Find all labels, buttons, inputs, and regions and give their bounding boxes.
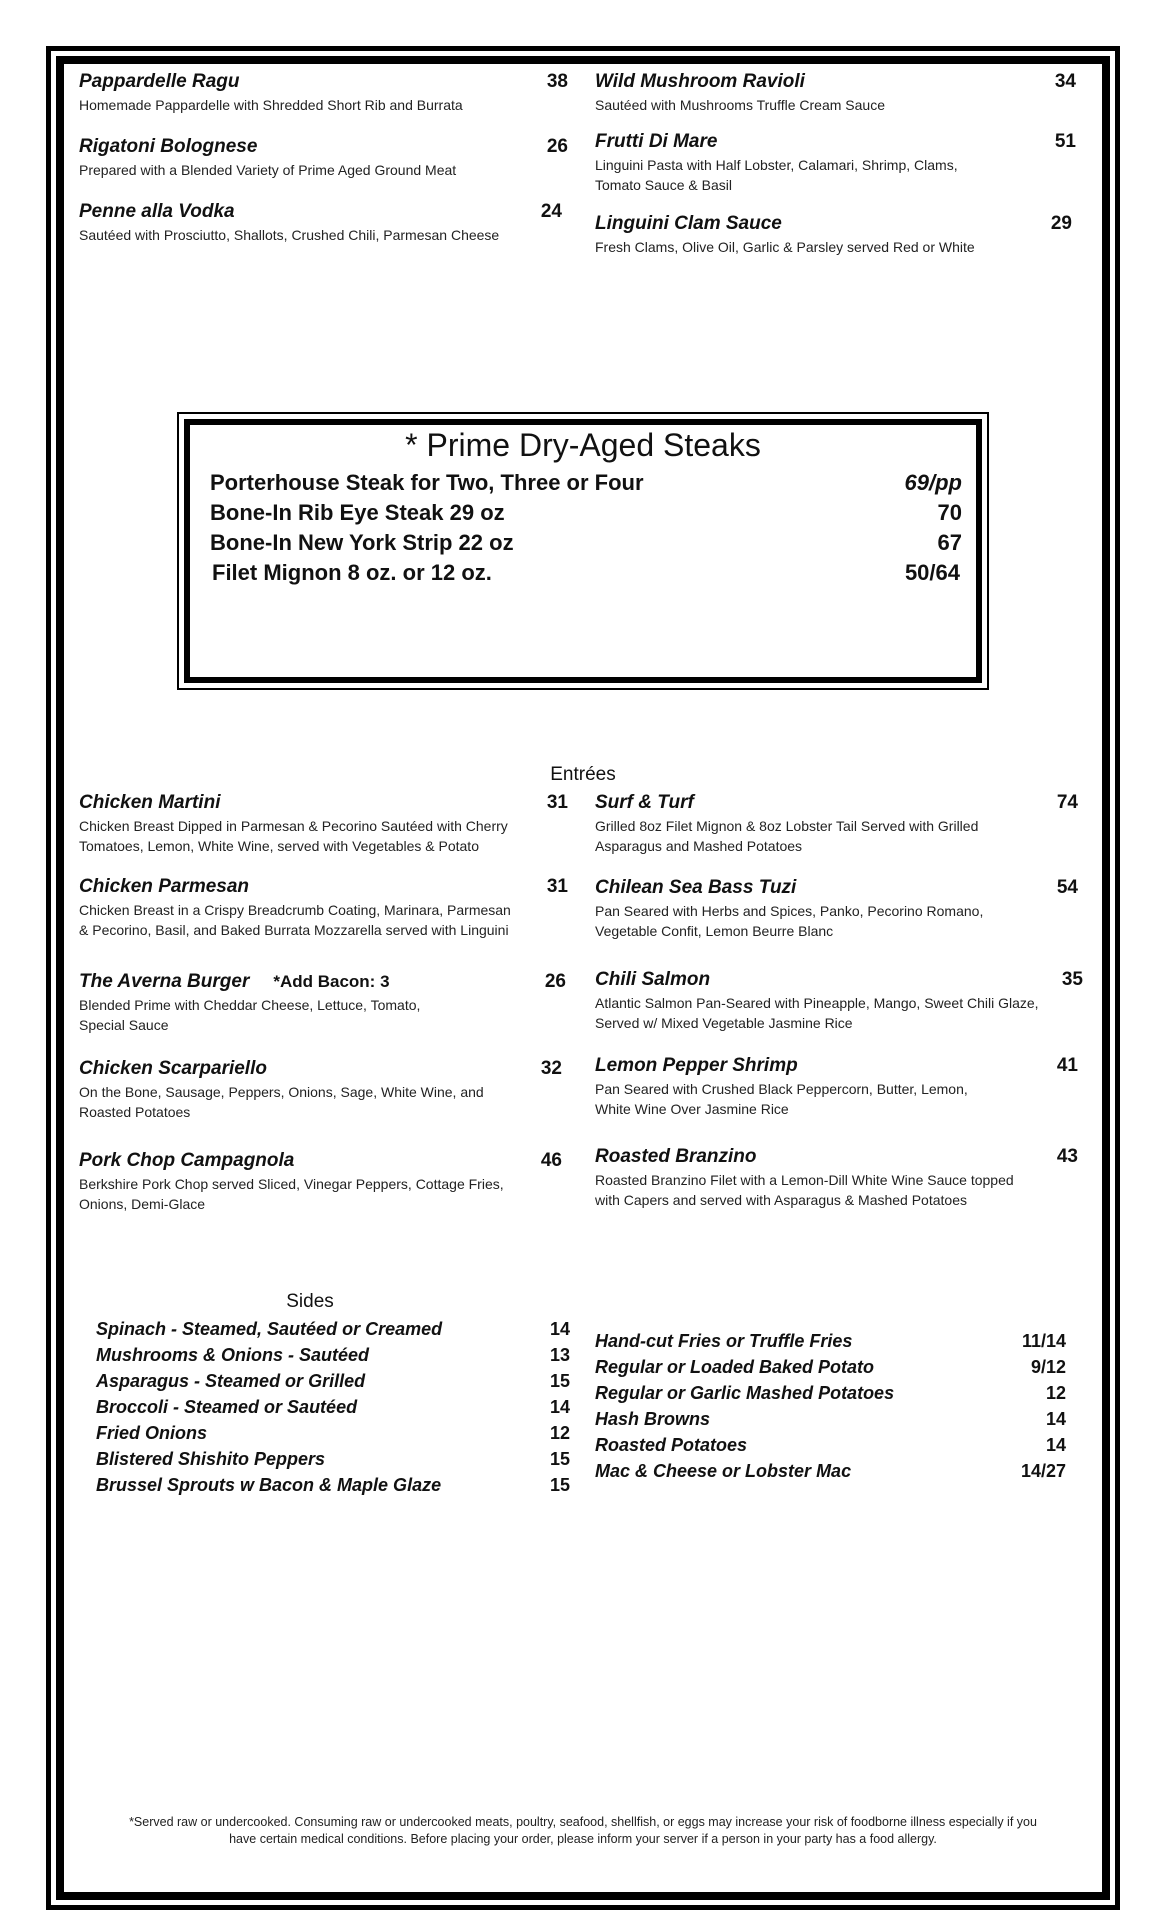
- item-price: 43: [1056, 1146, 1078, 1167]
- item-price: 29: [1050, 213, 1072, 234]
- item-description: [595, 993, 1083, 1033]
- item-price: 51: [1054, 131, 1076, 152]
- steak-name: Bone-In Rib Eye Steak 29 oz: [210, 500, 505, 525]
- item-description-line: Asparagus and Mashed Potatoes: [595, 838, 803, 854]
- item-description-line: Grilled 8oz Filet Mignon & 8oz Lobster Tail Served with Grilled: [595, 818, 979, 834]
- menu-item-chicken-martini: [79, 792, 568, 856]
- item-name: Pappardelle Ragu: [79, 71, 240, 92]
- item-description-line: Pan Seared with Herbs and Spices, Panko, Pecorino Romano,: [595, 903, 984, 919]
- item-name: Wild Mushroom Ravioli: [595, 71, 805, 92]
- side-price: 11/14: [1021, 1331, 1066, 1351]
- steak-price: 67: [937, 530, 962, 555]
- item-name: Chicken Parmesan: [79, 876, 250, 897]
- item-description: [595, 1170, 1078, 1210]
- menu-item-chicken-scarpariello: [79, 1058, 562, 1122]
- menu-item-chilean-sea-bass: [595, 877, 1078, 941]
- item-description: [79, 1174, 562, 1214]
- steak-price: 69/pp: [904, 470, 962, 495]
- side-price: 15: [549, 1449, 570, 1469]
- side-item: [595, 1461, 1066, 1482]
- item-description-line: Pan Seared with Crushed Black Peppercorn, Butter, Lemon,: [595, 1081, 968, 1097]
- side-item: [595, 1331, 1066, 1352]
- menu-item-rigatoni-bolognese: [79, 136, 568, 180]
- menu-item-pappardelle-ragu: [79, 71, 568, 115]
- item-description-line: Chicken Breast Dipped in Parmesan & Pecorino Sautéed with Cherry: [79, 818, 508, 834]
- item-description-line: Tomatoes, Lemon, White Wine, served with Vegetables & Potato: [79, 838, 479, 854]
- side-item: [96, 1475, 570, 1496]
- side-name: Broccoli - Steamed or Sautéed: [96, 1397, 358, 1417]
- side-item: [96, 1423, 570, 1444]
- item-name-text: The Averna Burger: [79, 971, 250, 992]
- side-price: 14/27: [1020, 1461, 1066, 1481]
- item-name: Chicken Martini: [79, 792, 221, 813]
- item-description: [595, 155, 1076, 195]
- item-description: [595, 901, 1078, 941]
- side-name: Hash Browns: [595, 1409, 711, 1429]
- item-description: Homemade Pappardelle with Shredded Short Rib and Burrata: [79, 97, 463, 113]
- item-price: 32: [540, 1058, 562, 1079]
- item-price: 26: [544, 971, 566, 992]
- item-name: Chicken Scarpariello: [79, 1058, 267, 1079]
- item-name: Linguini Clam Sauce: [595, 213, 782, 234]
- side-item: [595, 1435, 1066, 1456]
- menu-item-chili-salmon: [595, 969, 1083, 1033]
- item-description: [79, 816, 568, 856]
- side-name: Blistered Shishito Peppers: [96, 1449, 326, 1469]
- side-item: [96, 1371, 570, 1392]
- menu-item-averna-burger: [79, 971, 566, 1035]
- entrees-heading: Entrées: [550, 764, 616, 785]
- item-description: [595, 1079, 1078, 1119]
- item-description-line: & Pecorino, Basil, and Baked Burrata Mozzarella served with Linguini: [79, 922, 509, 938]
- side-name: Regular or Garlic Mashed Potatoes: [595, 1383, 895, 1403]
- item-description: Prepared with a Blended Variety of Prime Aged Ground Meat: [79, 162, 457, 178]
- side-price: 14: [1045, 1409, 1066, 1429]
- side-price: 9/12: [1030, 1357, 1066, 1377]
- side-price: 14: [1045, 1435, 1066, 1455]
- item-price: 24: [540, 201, 562, 222]
- menu-item-surf-and-turf: [595, 792, 1078, 856]
- allergy-disclaimer: [70, 1814, 1096, 1848]
- side-item: [96, 1449, 570, 1470]
- menu-item-linguini-clam-sauce: [595, 213, 1072, 257]
- item-addon: *Add Bacon: 3: [273, 972, 390, 991]
- item-price: 54: [1056, 877, 1078, 898]
- steak-price: 70: [937, 500, 962, 525]
- side-item: [595, 1357, 1066, 1378]
- item-price: 38: [546, 71, 568, 92]
- item-description-line: White Wine Over Jasmine Rice: [595, 1101, 789, 1117]
- item-price: 31: [546, 876, 568, 897]
- item-description: [79, 1082, 562, 1122]
- item-description-line: Onions, Demi-Glace: [79, 1196, 206, 1212]
- side-name: Regular or Loaded Baked Potato: [595, 1357, 875, 1377]
- disclaimer-line: *Served raw or undercooked. Consuming raw or undercooked meats, poultry, seafood, shellfish, or eggs may increase your risk of foodborne illness especially if you: [129, 1815, 1037, 1829]
- item-description-line: Chicken Breast in a Crispy Breadcrumb Coating, Marinara, Parmesan: [79, 902, 511, 918]
- steak-name: Porterhouse Steak for Two, Three or Four: [210, 470, 644, 495]
- side-name: Roasted Potatoes: [595, 1435, 748, 1455]
- item-name: Frutti Di Mare: [595, 131, 718, 152]
- item-name: Lemon Pepper Shrimp: [595, 1055, 798, 1076]
- item-description-line: Tomato Sauce & Basil: [595, 177, 732, 193]
- item-name: Chilean Sea Bass Tuzi: [595, 877, 797, 898]
- steak-row-filet-mignon: [212, 560, 960, 586]
- side-price: 15: [549, 1475, 570, 1495]
- side-name: Fried Onions: [96, 1423, 208, 1443]
- item-price: 34: [1054, 71, 1076, 92]
- steak-name: Bone-In New York Strip 22 oz: [210, 530, 514, 555]
- item-description-line: Roasted Branzino Filet with a Lemon-Dill White Wine Sauce topped: [595, 1172, 1014, 1188]
- side-price: 13: [549, 1345, 570, 1365]
- item-description: Fresh Clams, Olive Oil, Garlic & Parsley served Red or White: [595, 239, 975, 255]
- item-name: Rigatoni Bolognese: [79, 136, 258, 157]
- item-description-line: Atlantic Salmon Pan-Seared with Pineapple, Mango, Sweet Chili Glaze,: [595, 995, 1039, 1011]
- item-description: [595, 816, 1078, 856]
- item-name: Roasted Branzino: [595, 1146, 757, 1167]
- side-name: Mushrooms & Onions - Sautéed: [96, 1345, 370, 1365]
- side-price: 14: [549, 1397, 570, 1417]
- steak-name: Filet Mignon 8 oz. or 12 oz.: [212, 560, 492, 585]
- menu-item-chicken-parmesan: [79, 876, 568, 940]
- item-name: Surf & Turf: [595, 792, 694, 813]
- item-description-line: Special Sauce: [79, 1017, 169, 1033]
- steak-price: 50/64: [904, 560, 960, 585]
- menu-item-frutti-di-mare: [595, 131, 1076, 195]
- item-description-line: Berkshire Pork Chop served Sliced, Vinegar Peppers, Cottage Fries,: [79, 1176, 504, 1192]
- menu-item-penne-alla-vodka: [79, 201, 562, 245]
- side-price: 12: [1045, 1383, 1066, 1403]
- item-description-line: Linguini Pasta with Half Lobster, Calamari, Shrimp, Clams,: [595, 157, 958, 173]
- item-description: [79, 995, 566, 1035]
- item-description: [79, 900, 568, 940]
- steak-row-new-york-strip: [210, 530, 962, 556]
- item-name: Pork Chop Campagnola: [79, 1150, 295, 1171]
- side-name: Mac & Cheese or Lobster Mac: [595, 1461, 852, 1481]
- item-price: 46: [540, 1150, 562, 1171]
- steak-row-porterhouse: [210, 470, 962, 496]
- side-name: Spinach - Steamed, Sautéed or Creamed: [96, 1319, 443, 1339]
- item-name: Penne alla Vodka: [79, 201, 235, 222]
- item-price: 26: [546, 136, 568, 157]
- item-price: 35: [1061, 969, 1083, 990]
- item-description-line: Blended Prime with Cheddar Cheese, Lettuce, Tomato,: [79, 997, 421, 1013]
- side-name: Brussel Sprouts w Bacon & Maple Glaze: [96, 1475, 442, 1495]
- item-price: 41: [1056, 1055, 1078, 1076]
- menu-item-wild-mushroom-ravioli: [595, 71, 1076, 115]
- side-name: Asparagus - Steamed or Grilled: [96, 1371, 366, 1391]
- item-name: [79, 971, 566, 993]
- sides-heading: Sides: [286, 1291, 334, 1312]
- item-description: Sautéed with Prosciutto, Shallots, Crushed Chili, Parmesan Cheese: [79, 227, 500, 243]
- side-item: [96, 1397, 570, 1418]
- steak-row-rib-eye: [210, 500, 962, 526]
- menu-item-lemon-pepper-shrimp: [595, 1055, 1078, 1119]
- side-price: 12: [549, 1423, 570, 1443]
- item-description-line: Roasted Potatoes: [79, 1104, 191, 1120]
- side-item: [595, 1383, 1066, 1404]
- disclaimer-line: have certain medical conditions. Before placing your order, please inform your server if a person in your party has a food allergy.: [229, 1832, 937, 1846]
- steak-section-title: * Prime Dry-Aged Steaks: [405, 427, 761, 463]
- item-price: 74: [1056, 792, 1078, 813]
- side-price: 14: [549, 1319, 570, 1339]
- item-description-line: Vegetable Confit, Lemon Beurre Blanc: [595, 923, 834, 939]
- menu-item-pork-chop-campagnola: [79, 1150, 562, 1214]
- side-price: 15: [549, 1371, 570, 1391]
- item-description-line: with Capers and served with Asparagus & Mashed Potatoes: [595, 1192, 967, 1208]
- item-description-line: On the Bone, Sausage, Peppers, Onions, Sage, White Wine, and: [79, 1084, 484, 1100]
- item-name: Chili Salmon: [595, 969, 711, 990]
- side-item: [96, 1345, 570, 1366]
- item-description: Sautéed with Mushrooms Truffle Cream Sauce: [595, 97, 885, 113]
- side-item: [595, 1409, 1066, 1430]
- side-item: [96, 1319, 570, 1340]
- item-description-line: Served w/ Mixed Vegetable Jasmine Rice: [595, 1015, 853, 1031]
- item-price: 31: [546, 792, 568, 813]
- menu-item-roasted-branzino: [595, 1146, 1078, 1210]
- side-name: Hand-cut Fries or Truffle Fries: [595, 1331, 853, 1351]
